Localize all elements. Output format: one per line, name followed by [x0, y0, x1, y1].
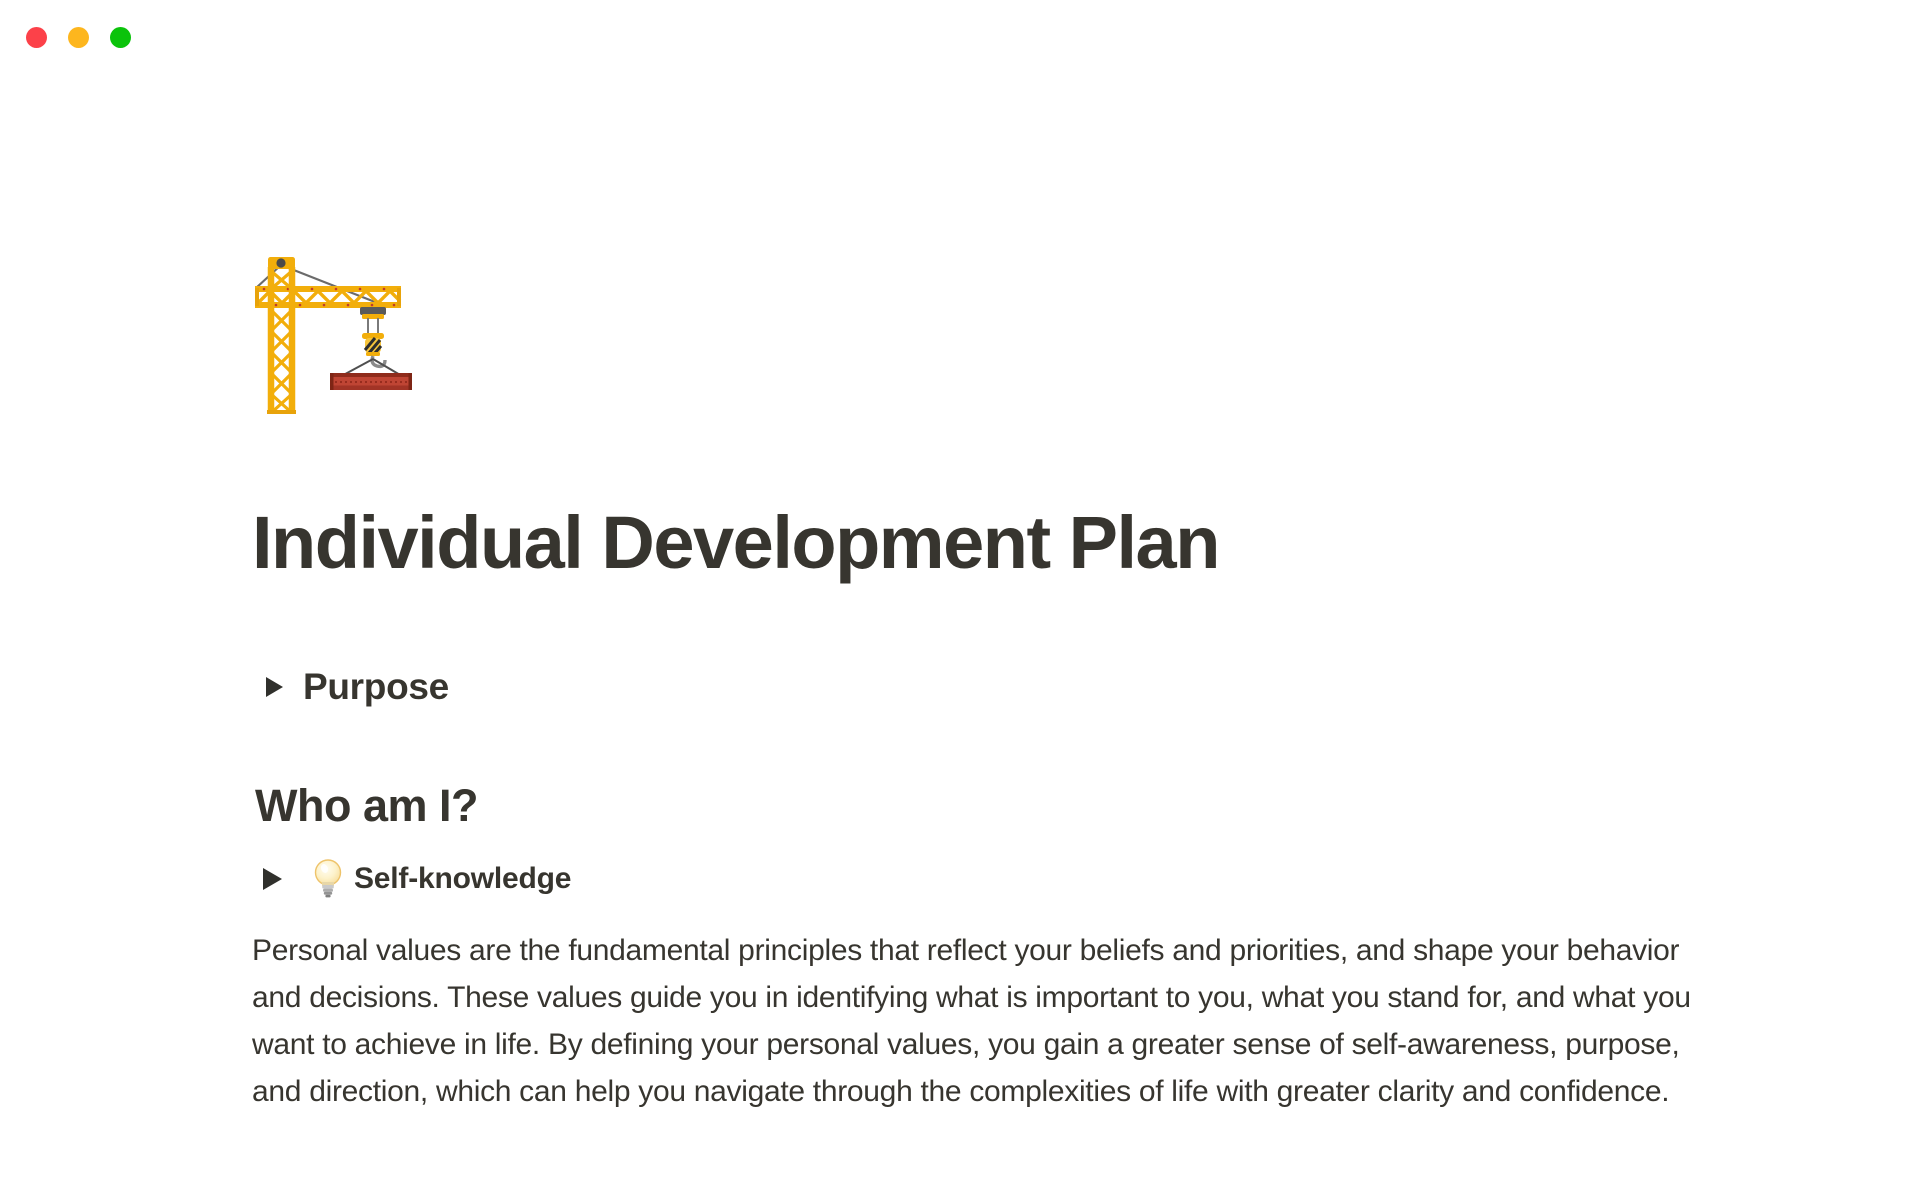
toggle-arrow-icon[interactable] [263, 868, 282, 890]
building-construction-icon [254, 255, 419, 415]
window-controls [26, 27, 131, 48]
page-icon-crane[interactable] [254, 255, 419, 415]
toggle-self-knowledge-label[interactable]: Self-knowledge [354, 861, 572, 895]
close-button[interactable] [26, 27, 47, 48]
heading-who-am-i[interactable]: Who am I? [255, 780, 478, 831]
notion-page [252, 0, 1732, 1115]
toggle-self-knowledge[interactable] [263, 858, 1732, 899]
maximize-button[interactable] [110, 27, 131, 48]
toggle-purpose-label[interactable]: Purpose [303, 666, 449, 707]
toggle-purpose[interactable] [266, 664, 1732, 710]
page-title[interactable]: Individual Development Plan [252, 501, 1219, 584]
light-bulb-icon [312, 858, 344, 899]
paragraph-self-knowledge[interactable]: Personal values are the fundamental principles that reflect your beliefs and priorities, and shape your behavior and decisions. These values guide you in identifying what is important to you, what you stand for, and what you want to achieve in life. By defining your personal values, you gain a greater sense of self-awareness, purpose, and direction, which can help you navigate through the complexities of life with greater clarity and confidence. [252, 934, 1691, 1108]
toggle-arrow-icon[interactable] [266, 677, 283, 697]
minimize-button[interactable] [68, 27, 89, 48]
